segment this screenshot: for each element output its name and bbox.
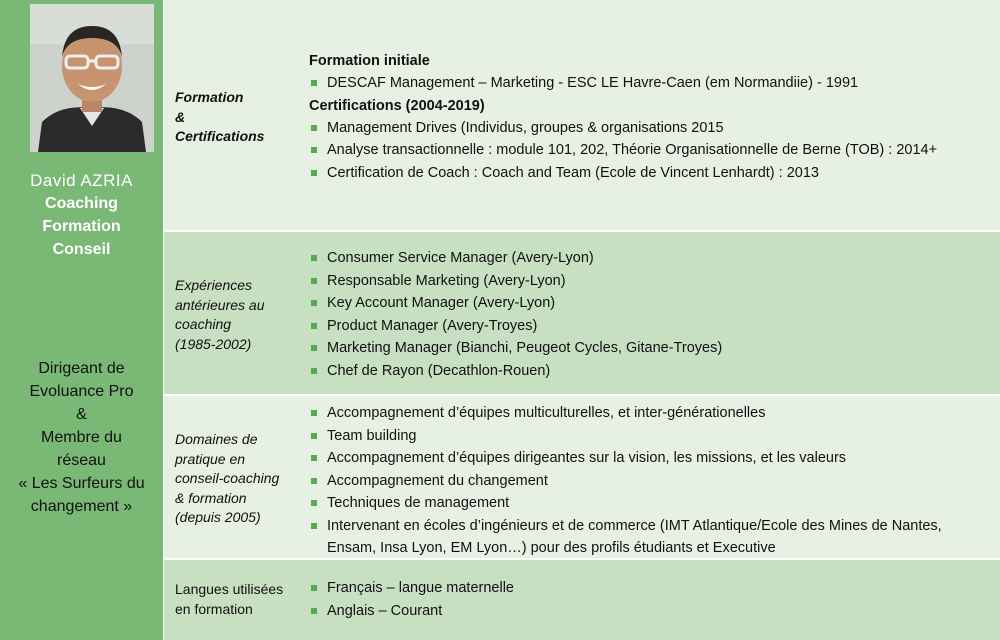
section-formation: [164, 0, 1000, 230]
section-content: [309, 247, 990, 382]
tagline-line: Dirigeant de: [38, 360, 125, 377]
section-label: [175, 580, 283, 619]
list-item: Accompagnement d’équipes dirigeantes sur la vision, les missions, et les valeurs: [309, 447, 990, 470]
profile-role: Coaching: [45, 195, 118, 212]
profile-tagline: [0, 357, 163, 518]
list-item: Team building: [309, 425, 990, 448]
profile-role: Formation: [42, 218, 121, 235]
label-line: & formation: [175, 489, 247, 506]
bullet-list: [309, 402, 990, 560]
subsection-title: Formation initiale: [309, 53, 430, 69]
profile-photo-illustration: [30, 4, 154, 152]
list-item: Product Manager (Avery-Troyes): [309, 315, 990, 338]
label-line: (depuis 2005): [175, 509, 261, 525]
profile-photo: [30, 4, 154, 152]
section-label: [175, 430, 279, 528]
profile-sidebar: [0, 0, 163, 640]
list-item: Management Drives (Individus, groupes & organisations 2015: [309, 117, 990, 140]
list-item: Accompagnement du changement: [309, 470, 990, 493]
tagline-line: réseau: [57, 452, 106, 469]
bullet-list: [309, 577, 990, 622]
section-label: [175, 88, 264, 147]
label-line: conseil-coaching: [175, 470, 280, 486]
list-item: Marketing Manager (Bianchi, Peugeot Cycles, Gitane-Troyes): [309, 337, 990, 360]
list-item: Consumer Service Manager (Avery-Lyon): [309, 247, 990, 270]
section-experiences: [164, 232, 1000, 394]
tagline-line: changement »: [30, 498, 133, 515]
section-content: [309, 402, 990, 560]
label-line: Certifications: [175, 128, 265, 144]
list-item: Certification de Coach : Coach and Team (Ecole de Vincent Lenhardt) : 2013: [309, 162, 990, 185]
list-item: Accompagnement d’équipes multiculturelles, et inter-générationelles: [309, 402, 990, 425]
tagline-line: Evoluance Pro: [29, 383, 134, 400]
profile-name: David AZRIA: [30, 171, 133, 190]
label-line: Formation: [175, 89, 244, 105]
profile-identity: [0, 170, 163, 261]
tagline-line: Membre du: [41, 429, 122, 446]
bullet-list: [309, 72, 990, 95]
list-item: DESCAF Management – Marketing - ESC LE Havre-Caen (em Normandiie) - 1991: [309, 72, 990, 95]
list-item: Chef de Rayon (Decathlon-Rouen): [309, 360, 990, 383]
section-domaines: [164, 396, 1000, 558]
section-langues: [164, 560, 1000, 640]
section-content: [309, 50, 990, 184]
label-line: en formation: [175, 600, 253, 617]
list-item: Français – langue maternelle: [309, 577, 990, 600]
list-item: Techniques de management: [309, 492, 990, 515]
label-line: Langues utilisées: [175, 581, 284, 597]
section-content: [309, 577, 990, 622]
list-item: Key Account Manager (Avery-Lyon): [309, 292, 990, 315]
section-label: [175, 276, 265, 354]
subsection-title: Certifications (2004-2019): [309, 97, 485, 114]
list-item: Responsable Marketing (Avery-Lyon): [309, 270, 990, 293]
label-line: pratique en: [175, 450, 246, 467]
tagline-line: &: [76, 406, 87, 423]
list-item: Anglais – Courant: [309, 600, 990, 623]
label-line: antérieures au: [175, 296, 265, 313]
list-item: Analyse transactionnelle : module 101, 202, Théorie Organisationnelle de Berne (TOB) : 2014+: [309, 139, 990, 162]
label-line: Domaines de: [175, 431, 258, 447]
label-line: Expériences: [175, 277, 253, 293]
list-item: Intervenant en écoles d’ingénieurs et de commerce (IMT Atlantique/Ecole des Mines de Nantes, Ensam, Insa Lyon, EM Lyon…) pour des profils étudiants et Executive: [309, 515, 990, 560]
bullet-list: [309, 247, 990, 382]
label-line: (1985-2002): [175, 335, 252, 352]
label-line: &: [175, 108, 186, 125]
tagline-line: « Les Surfeurs du: [18, 475, 145, 492]
profile-role: Conseil: [52, 241, 111, 258]
bullet-list: [309, 117, 990, 185]
label-line: coaching: [175, 316, 232, 332]
